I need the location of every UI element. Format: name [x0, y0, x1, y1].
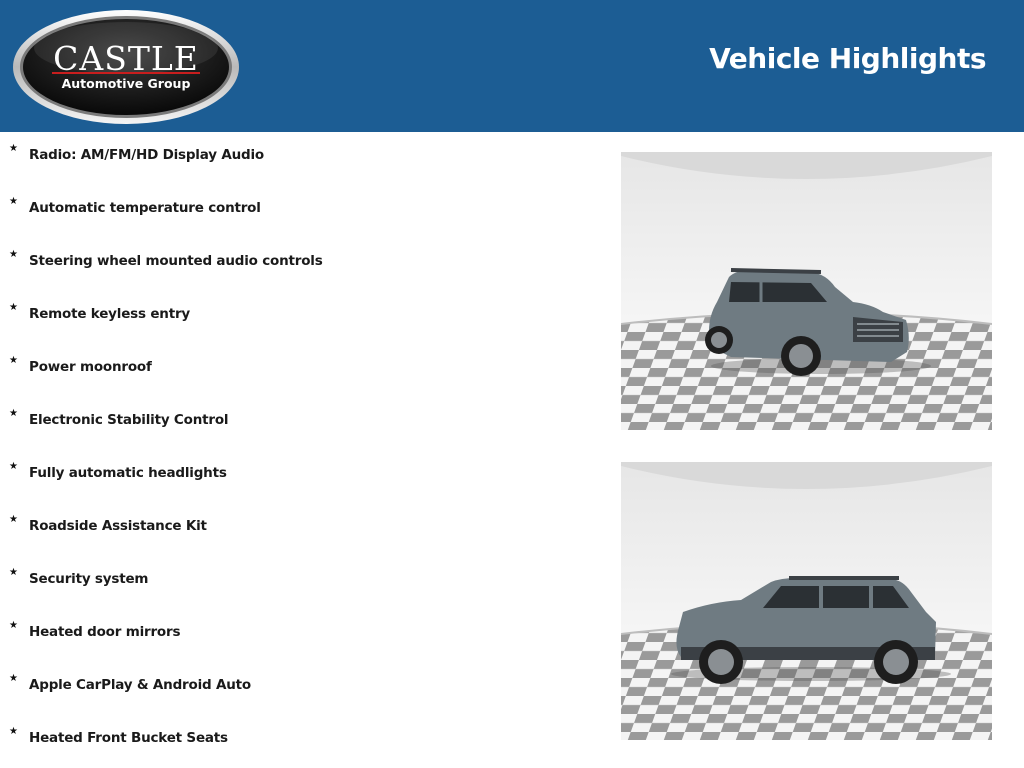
logo-brand-name: CASTLE [53, 39, 199, 78]
feature-item [0, 556, 600, 609]
star-icon: ★ [9, 514, 18, 525]
feature-item [0, 291, 600, 344]
feature-label: Automatic temperature control [29, 200, 261, 216]
star-icon: ★ [9, 620, 18, 631]
feature-label: Security system [29, 571, 149, 587]
star-icon: ★ [9, 196, 18, 207]
star-icon: ★ [9, 567, 18, 578]
page-title: Vehicle Highlights [709, 42, 986, 75]
star-icon: ★ [9, 355, 18, 366]
feature-item [0, 397, 600, 450]
feature-label: Heated door mirrors [29, 624, 181, 640]
feature-item [0, 238, 600, 291]
feature-item [0, 609, 600, 662]
feature-label: Remote keyless entry [29, 306, 191, 322]
feature-label: Power moonroof [29, 359, 152, 375]
feature-label: Steering wheel mounted audio controls [29, 253, 323, 269]
logo-subtitle: Automotive Group [61, 76, 191, 91]
feature-label: Heated Front Bucket Seats [29, 730, 228, 746]
feature-item [0, 662, 600, 715]
feature-label: Fully automatic headlights [29, 465, 227, 481]
feature-label: Roadside Assistance Kit [29, 518, 207, 534]
feature-label: Electronic Stability Control [29, 412, 229, 428]
feature-label: Radio: AM/FM/HD Display Audio [29, 147, 264, 163]
star-icon: ★ [9, 726, 18, 737]
star-icon: ★ [9, 408, 18, 419]
star-icon: ★ [9, 302, 18, 313]
feature-item [0, 132, 600, 185]
star-icon: ★ [9, 461, 18, 472]
feature-item [0, 503, 600, 556]
feature-item [0, 450, 600, 503]
feature-item [0, 344, 600, 397]
star-icon: ★ [9, 143, 18, 154]
feature-item [0, 715, 600, 768]
feature-label: Apple CarPlay & Android Auto [29, 677, 251, 693]
page-header [0, 0, 1024, 132]
feature-item [0, 185, 600, 238]
vehicle-photo-front [621, 152, 992, 430]
vehicle-photo-side [621, 462, 992, 740]
castle-automotive-logo [12, 8, 240, 126]
star-icon: ★ [9, 249, 18, 260]
star-icon: ★ [9, 673, 18, 684]
